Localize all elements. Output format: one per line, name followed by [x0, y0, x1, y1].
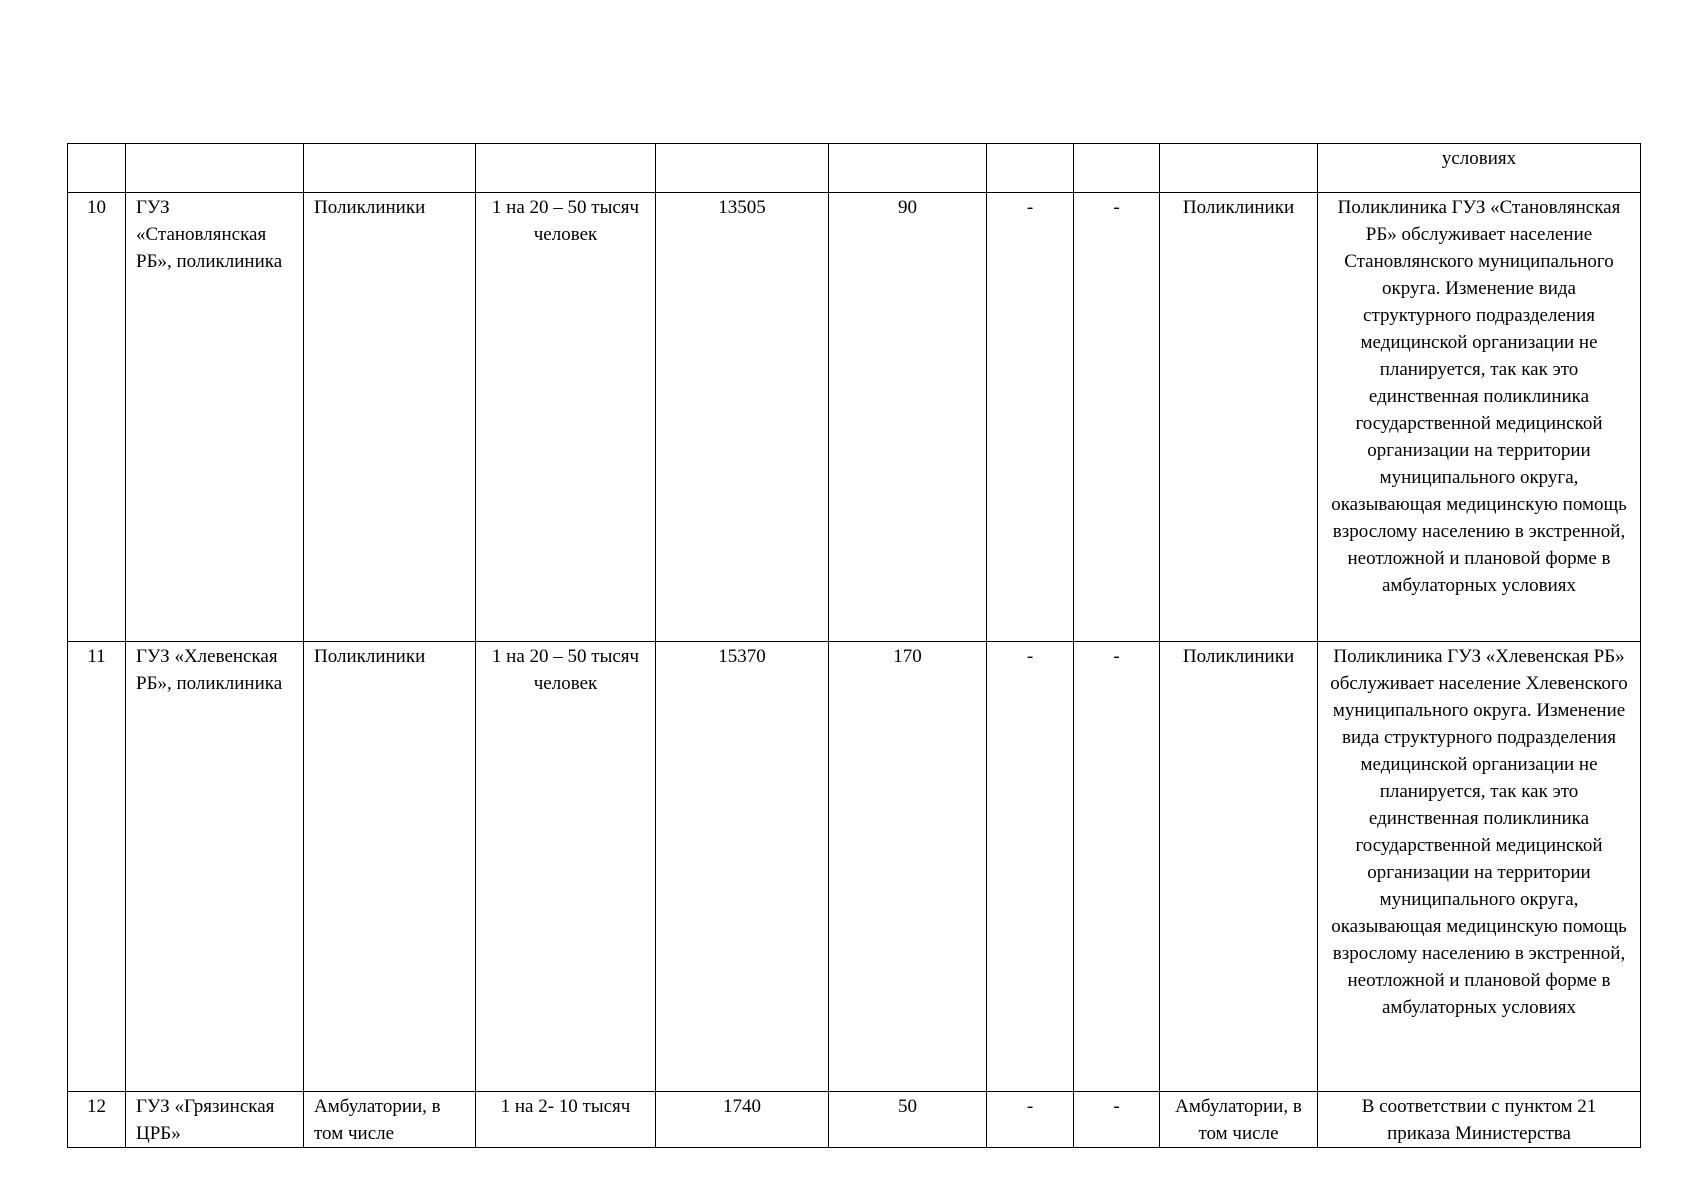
facility-kind: Поликлиники	[1182, 197, 1295, 218]
facility-type: Поликлиники	[314, 197, 426, 218]
dash-value: -	[1026, 646, 1034, 667]
note-text: Поликлиника ГУЗ «Хлевенская РБ» обслуживает население Хлевенского муниципального округа. Изменение вида структурного подразделения медицинской организации не планируется, так как это единственная поликлиника государственной медицинской организации на территории муниципального округа, оказывающая медицинскую помощь взрослому населению в экстренной, неотложной и плановой форме в амбулаторных условиях	[1330, 646, 1628, 1018]
note-text: В соответствии с пунктом 21 приказа Министерства	[1361, 1096, 1597, 1144]
service-norm: 1 на 2- 10 тысяч	[500, 1096, 631, 1117]
cell-population	[656, 193, 829, 642]
facilities-table	[67, 143, 1641, 1148]
row-number: 11	[87, 646, 106, 667]
dash-value: -	[1026, 1096, 1034, 1117]
cell-note	[1318, 193, 1641, 642]
cell-norm	[476, 1092, 656, 1148]
cell-dash	[1074, 144, 1160, 193]
cell-norm	[476, 144, 656, 193]
service-norm: 1 на 20 – 50 тысяч человек	[491, 197, 640, 245]
cell-norm	[476, 193, 656, 642]
cell-type	[304, 1092, 476, 1148]
facility-kind: Поликлиники	[1182, 646, 1295, 667]
cell-population	[656, 1092, 829, 1148]
distance-value: 170	[893, 646, 922, 667]
table-row	[68, 193, 1641, 642]
dash-value: -	[1113, 646, 1120, 667]
cell-type	[304, 642, 476, 1092]
cell-population	[656, 642, 829, 1092]
cell-type	[304, 144, 476, 193]
table-row	[68, 642, 1641, 1092]
cell-dash	[1074, 193, 1160, 642]
note-text: условиях	[1441, 148, 1517, 169]
population-value: 15370	[718, 646, 766, 667]
cell-dash	[1074, 1092, 1160, 1148]
cell-type	[304, 193, 476, 642]
cell-distance	[829, 642, 987, 1092]
cell-kind	[1160, 193, 1318, 642]
cell-distance	[829, 1092, 987, 1148]
table-row	[68, 1092, 1641, 1148]
cell-kind	[1160, 1092, 1318, 1148]
cell-num	[68, 144, 126, 193]
distance-value: 90	[898, 197, 917, 218]
cell-note	[1318, 1092, 1641, 1148]
cell-dash	[987, 1092, 1074, 1148]
cell-norm	[476, 642, 656, 1092]
facility-type: Поликлиники	[314, 646, 426, 667]
cell-num	[68, 1092, 126, 1148]
cell-org	[126, 642, 304, 1092]
cell-kind	[1160, 642, 1318, 1092]
organization-name: ГУЗ «Грязинская ЦРБ»	[136, 1096, 275, 1144]
cell-org	[126, 144, 304, 193]
facility-type: Амбулатории, в том числе	[314, 1096, 441, 1144]
facility-kind: Амбулатории, в том числе	[1175, 1096, 1302, 1144]
organization-name: ГУЗ «Хлевенская РБ», поликлиника	[136, 646, 283, 694]
cell-org	[126, 193, 304, 642]
row-number: 12	[87, 1096, 106, 1117]
cell-distance	[829, 193, 987, 642]
dash-value: -	[1026, 197, 1034, 218]
population-value: 13505	[718, 197, 766, 218]
cell-num	[68, 193, 126, 642]
cell-dash	[987, 193, 1074, 642]
note-text: Поликлиника ГУЗ «Становлянская РБ» обслуживает население Становлянского муниципального округа. Изменение вида структурного подразделения медицинской организации не планируется, так как это единственная поликлиника государственной медицинской организации на территории муниципального округа, оказывающая медицинскую помощь взрослому населению в экстренной, неотложной и плановой форме в амбулаторных условиях	[1331, 197, 1627, 596]
population-value: 1740	[723, 1096, 761, 1117]
table-row-continued	[68, 144, 1641, 193]
cell-kind	[1160, 144, 1318, 193]
cell-dash	[987, 144, 1074, 193]
cell-population	[656, 144, 829, 193]
distance-value: 50	[898, 1096, 917, 1117]
cell-org	[126, 1092, 304, 1148]
cell-distance	[829, 144, 987, 193]
cell-dash	[987, 642, 1074, 1092]
row-number: 10	[87, 197, 106, 218]
cell-note	[1318, 144, 1641, 193]
cell-dash	[1074, 642, 1160, 1092]
dash-value: -	[1113, 197, 1120, 218]
dash-value: -	[1113, 1096, 1120, 1117]
cell-num	[68, 642, 126, 1092]
cell-note	[1318, 642, 1641, 1092]
organization-name: ГУЗ «Становлянская РБ», поликлиника	[136, 197, 283, 272]
service-norm: 1 на 20 – 50 тысяч человек	[491, 646, 640, 694]
